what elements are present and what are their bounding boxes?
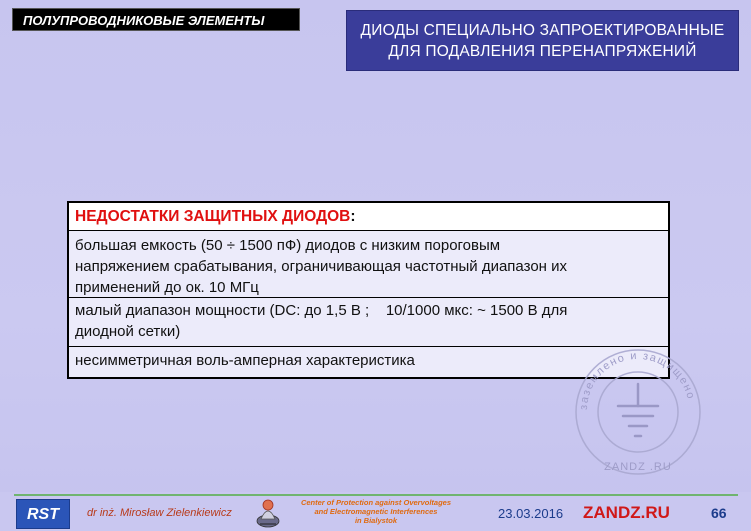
section-tag: ПОЛУПРОВОДНИКОВЫЕ ЭЛЕМЕНТЫ bbox=[12, 8, 300, 31]
page-number: 66 bbox=[711, 505, 727, 521]
table-row-line: диодной сетки) bbox=[75, 323, 181, 340]
slide-title-line-1: ДИОДЫ СПЕЦИАЛЬНО ЗАПРОЕКТИРОВАННЫЕ bbox=[360, 22, 725, 39]
presentation-date: 23.03.2016 bbox=[498, 506, 564, 521]
table-row-line: большая емкость (50 ÷ 1500 пФ) диодов с низким пороговым bbox=[75, 237, 501, 254]
slide-title bbox=[346, 10, 739, 71]
footer-divider bbox=[14, 494, 738, 496]
slide-title-line-2: ДЛЯ ПОДАВЛЕНИЯ ПЕРЕНАПРЯЖЕНИЙ bbox=[388, 43, 697, 60]
center-logo-icon bbox=[252, 497, 284, 529]
ground-stamp-watermark bbox=[565, 340, 711, 480]
table-row-line: малый диапазон мощности (DC: до 1,5 В ; 10/1000 мкс: ~ 1500 В для bbox=[75, 302, 568, 319]
brand-link[interactable]: ZANDZ.RU bbox=[583, 503, 670, 522]
center-name-line-1: Center of Protection against Overvoltages bbox=[300, 498, 452, 507]
center-name-line-2: and Electromagnetic Interferences bbox=[314, 507, 438, 516]
stamp-ring-text: заземлено и защищено bbox=[577, 349, 697, 411]
table-row-line: применений до ок. 10 МГц bbox=[75, 279, 259, 296]
table-heading-text: НЕДОСТАТКИ ЗАЩИТНЫХ ДИОДОВ bbox=[75, 208, 351, 225]
author-name: dr inż. Mirosław Zielenkiewicz bbox=[87, 507, 232, 519]
table-heading-colon: : bbox=[350, 208, 356, 225]
ground-symbol-icon bbox=[618, 384, 658, 436]
table-row bbox=[69, 231, 668, 298]
table-row-line: несимметричная воль-амперная характеристика bbox=[75, 352, 415, 369]
table-heading bbox=[69, 203, 668, 231]
stamp-brand-text: ZANDZ .RU bbox=[604, 461, 672, 473]
center-name-line-3: in Bialystok bbox=[354, 516, 398, 525]
center-name bbox=[287, 498, 465, 525]
rst-logo: RST bbox=[16, 499, 70, 529]
table-row-line: напряжением срабатывания, ограничивающая частотный диапазон их bbox=[75, 258, 567, 275]
